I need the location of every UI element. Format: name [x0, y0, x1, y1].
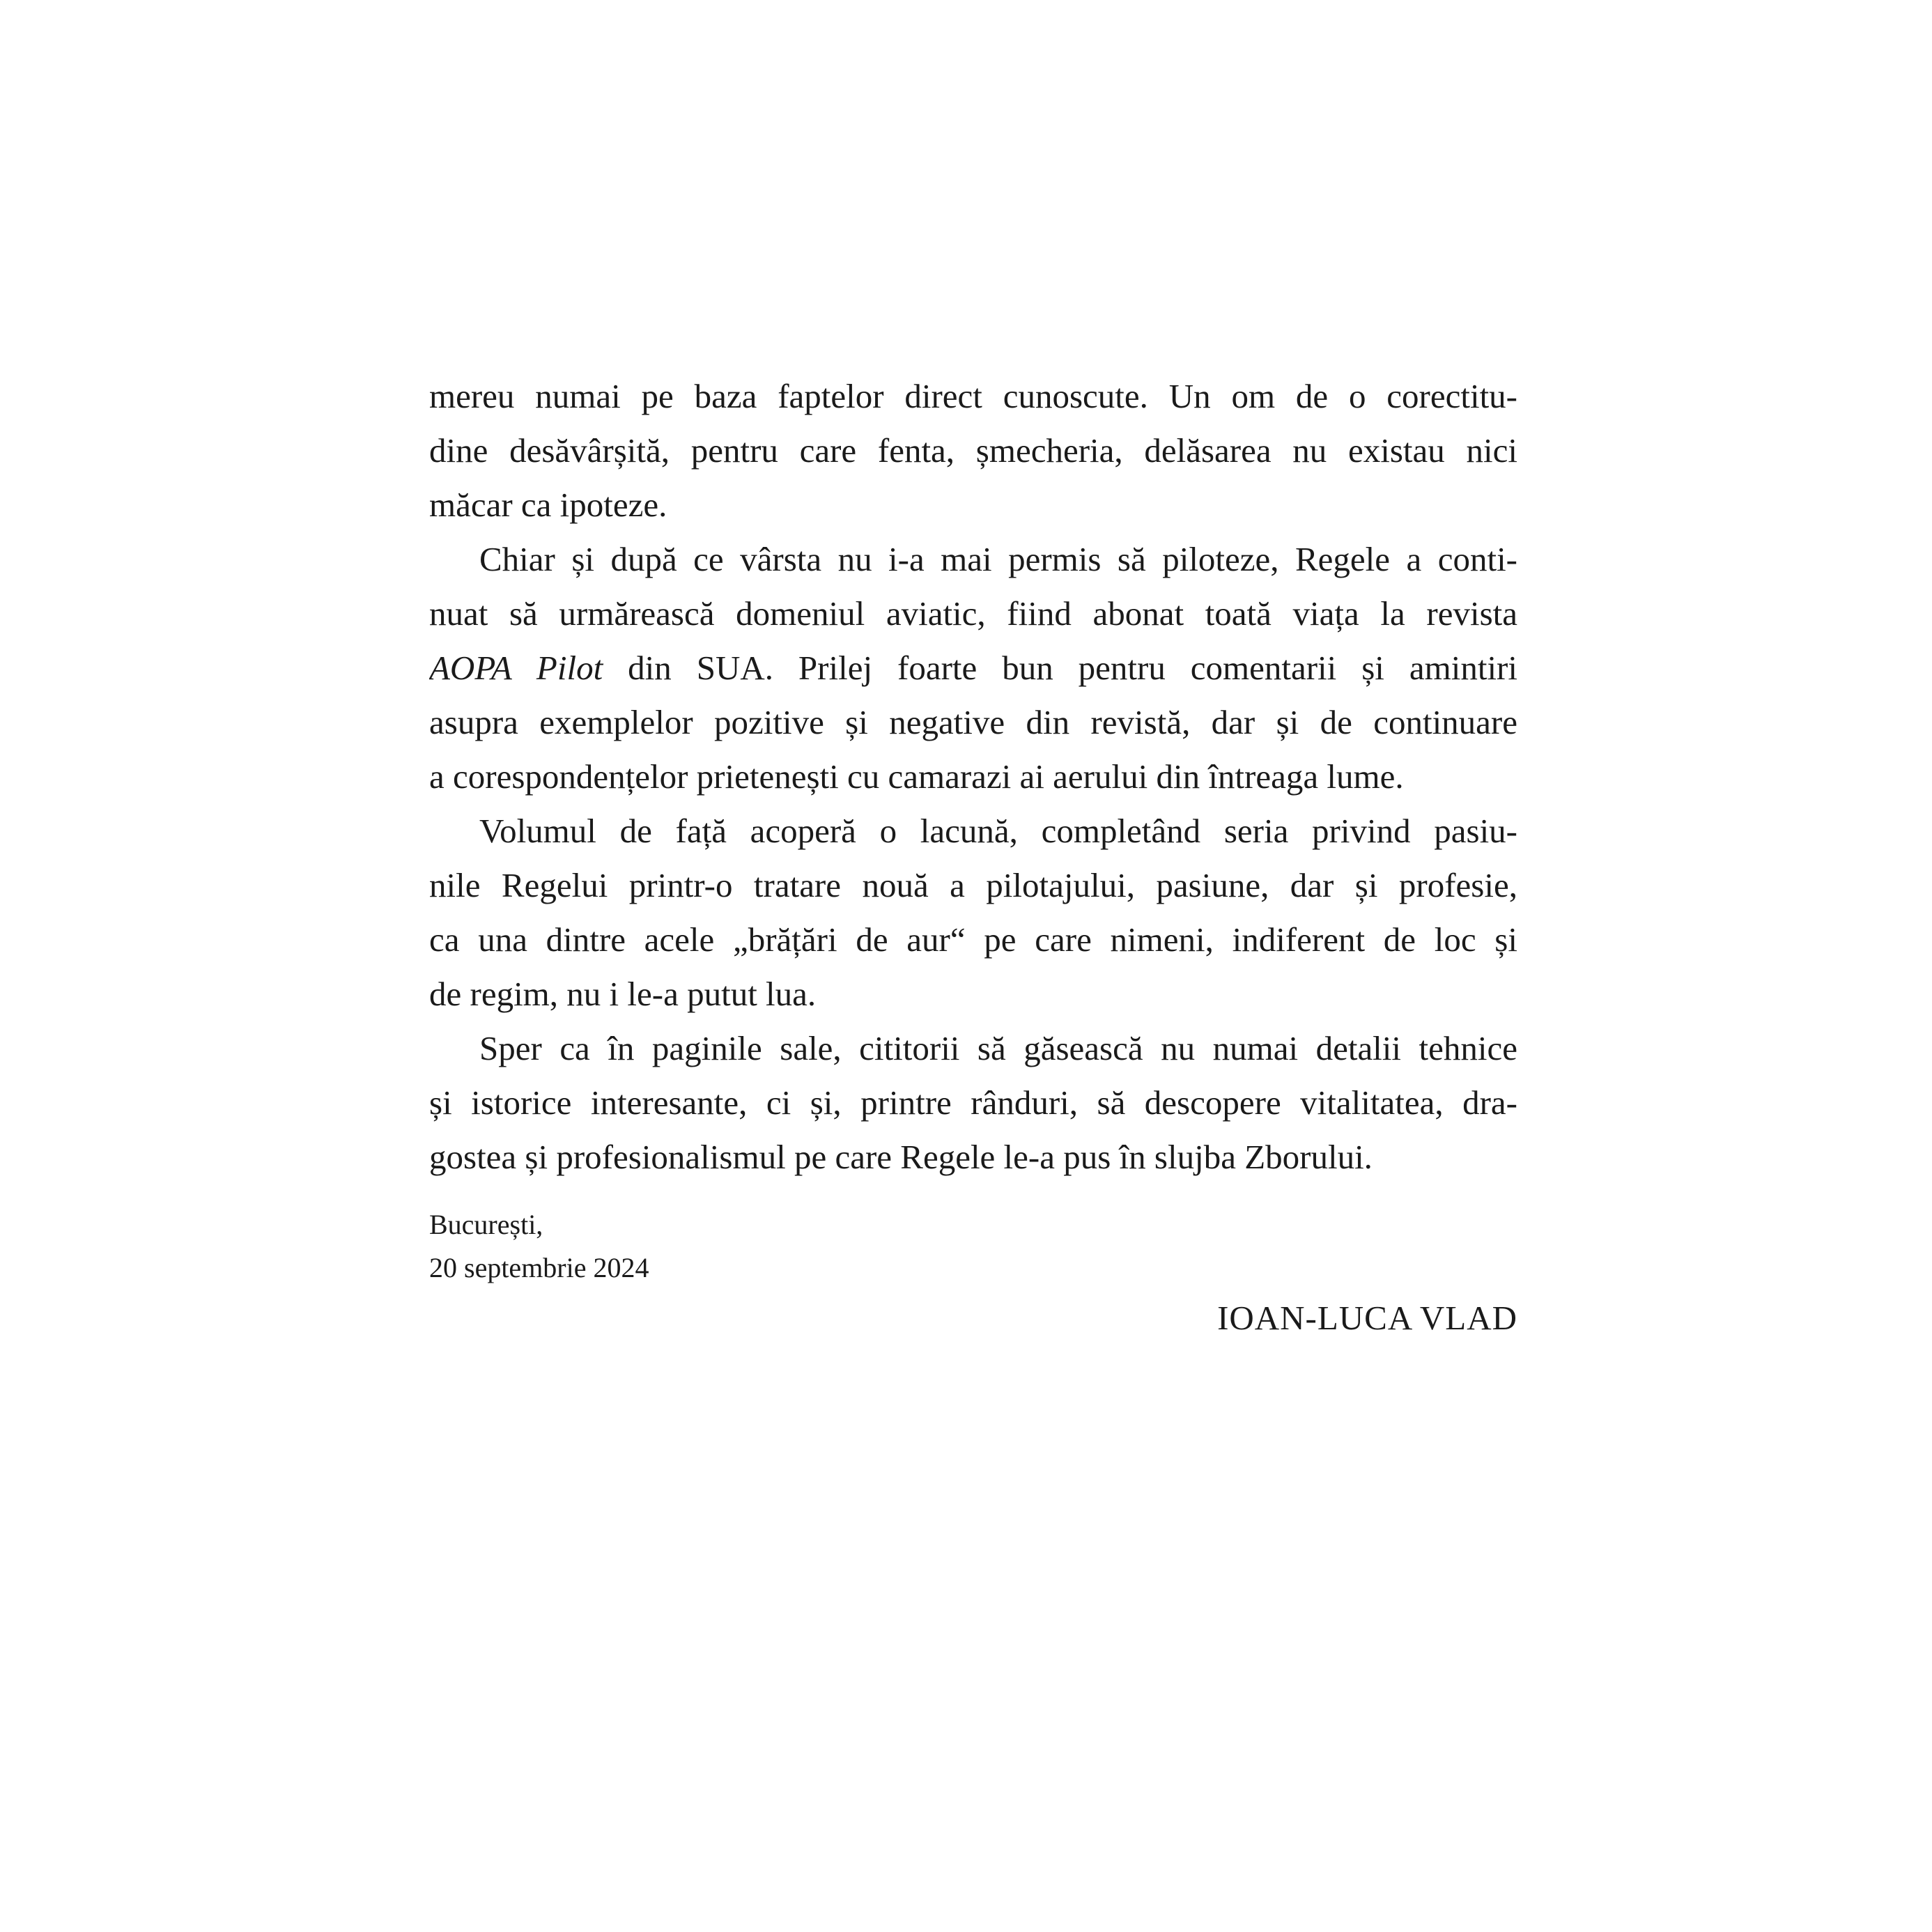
text-line: nuat să urmărească domeniul aviatic, fiind abonat toată viața la revista	[429, 594, 1517, 633]
text-line: a corespondențelor prietenești cu camarazi ai aerului din întreaga lume.	[429, 757, 1404, 796]
text-line: mereu numai pe baza faptelor direct cunoscute. Un om de o corectitu-	[429, 377, 1517, 415]
text-line: nile Regelui printr-o tratare nouă a pilotajului, pasiune, dar și profesie,	[429, 866, 1517, 904]
place: București,	[429, 1209, 543, 1240]
text-line: Volumul de față acoperă o lacună, completând seria privind pasiu-	[479, 812, 1517, 850]
text-fragment: din SUA. Prilej foarte bun pentru comentarii și amintiri	[603, 649, 1517, 687]
text-line: Chiar și după ce vârsta nu i-a mai permis să piloteze, Regele a conti-	[479, 540, 1517, 578]
place-date	[429, 1203, 649, 1290]
paragraph-3	[429, 804, 1517, 1021]
text-line: ca una dintre acele „brățări de aur“ pe care nimeni, indiferent de loc și	[429, 920, 1517, 959]
text-line: și istorice interesante, ci și, printre rânduri, să descopere vitalitatea, dra-	[429, 1083, 1517, 1122]
paragraph-1	[429, 369, 1517, 532]
date: 20 septembrie 2024	[429, 1252, 649, 1283]
paragraph-4	[429, 1021, 1517, 1184]
text-line: Sper ca în paginile sale, cititorii să găsească nu numai detalii tehnice	[479, 1029, 1517, 1067]
text-line: dine desăvârșită, pentru care fenta, șmecheria, delăsarea nu existau nici	[429, 431, 1517, 470]
text-line: de regim, nu i le-a putut lua.	[429, 975, 817, 1013]
text-line: asupra exemplelor pozitive și negative din revistă, dar și de continuare	[429, 703, 1517, 741]
author-signature: IOAN-LUCA VLAD	[1217, 1299, 1517, 1337]
body-text	[429, 369, 1517, 1184]
text-line: măcar ca ipoteze.	[429, 486, 667, 524]
text-line	[429, 641, 1517, 695]
paragraph-2	[429, 532, 1517, 804]
magazine-title: AOPA Pilot	[429, 649, 603, 687]
text-line: gostea și profesionalismul pe care Regele le-a pus în slujba Zborului.	[429, 1138, 1373, 1176]
